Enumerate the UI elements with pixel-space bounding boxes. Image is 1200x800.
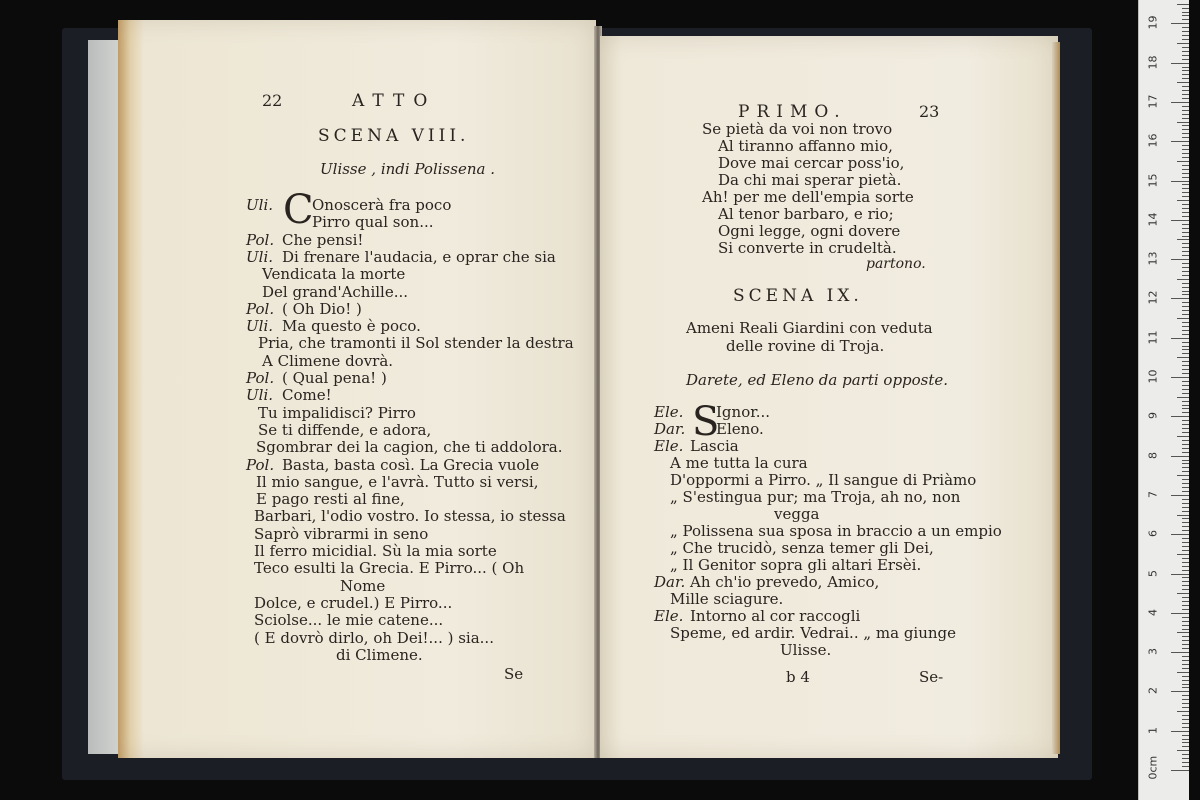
ruler-tick — [1171, 770, 1189, 771]
ruler-tick — [1177, 82, 1189, 83]
ruler-tick — [1182, 597, 1189, 598]
dialogue-line: Saprò vibrarmi in seno — [254, 524, 429, 543]
dialogue-line: Il mio sangue, e l'avrà. Tutto si versi, — [256, 472, 539, 491]
ruler-tick — [1177, 357, 1189, 358]
ruler-tick — [1182, 192, 1189, 193]
ruler-tick — [1182, 621, 1189, 622]
ruler-tick — [1182, 432, 1189, 433]
ruler-tick — [1182, 149, 1189, 150]
dialogue-line: „ S'estingua pur; ma Troja, ah no, non — [670, 488, 961, 506]
dialogue-line: Eleno. — [716, 420, 764, 438]
aria-line: Si converte in crudeltà. — [718, 239, 897, 257]
aria-line: Ogni legge, ogni dovere — [718, 222, 901, 240]
ruler-tick — [1182, 224, 1189, 225]
speaker-label: Pol. — [246, 455, 275, 474]
speaker-label: Uli. — [246, 386, 274, 405]
ruler-tick — [1182, 695, 1189, 696]
ruler-number: 1 — [1146, 726, 1160, 734]
ruler-tick — [1182, 78, 1189, 79]
ruler-tick — [1171, 731, 1189, 732]
dialogue-line: „ Che trucidò, senza temer gli Dei, — [670, 539, 934, 557]
dialogue-line: di Climene. — [336, 645, 423, 664]
ruler-number: 14 — [1146, 212, 1160, 227]
ruler-tick — [1182, 401, 1189, 402]
ruler-tick — [1182, 129, 1189, 130]
ruler-tick — [1182, 310, 1189, 311]
ruler-tick — [1182, 243, 1189, 244]
ruler-tick — [1182, 589, 1189, 590]
ruler-tick — [1182, 664, 1189, 665]
ruler-tick — [1182, 334, 1189, 335]
ruler-tick — [1182, 542, 1189, 543]
ruler-tick — [1182, 365, 1189, 366]
ruler-tick — [1171, 613, 1189, 614]
ruler-tick — [1182, 55, 1189, 56]
ruler-tick — [1182, 157, 1189, 158]
speaker-label: Ele. — [654, 437, 684, 455]
dialogue-line: Se ti diffende, e adora, — [258, 420, 432, 439]
ruler-tick — [1182, 70, 1189, 71]
ruler-number: 12 — [1146, 290, 1160, 305]
ruler-tick — [1182, 566, 1189, 567]
left-drop-cap: C — [283, 187, 314, 233]
ruler-tick — [1182, 684, 1189, 685]
ruler-tick — [1177, 397, 1189, 398]
ruler-tick — [1182, 393, 1189, 394]
ruler-number: 15 — [1146, 173, 1160, 187]
ruler-tick — [1182, 609, 1189, 610]
ruler-tick — [1171, 495, 1189, 496]
ruler-tick — [1182, 349, 1189, 350]
ruler-tick — [1182, 723, 1189, 724]
speaker-label: Dar. — [654, 420, 686, 438]
signature-mark: b 4 — [786, 668, 810, 686]
ruler-number: 6 — [1146, 530, 1160, 538]
ruler-tick — [1171, 181, 1189, 182]
ruler-tick — [1182, 385, 1189, 386]
ruler-tick — [1182, 452, 1189, 453]
ruler-tick — [1182, 656, 1189, 657]
ruler-tick — [1182, 114, 1189, 115]
ruler-tick — [1171, 574, 1189, 575]
dialogue-line: Il ferro micidial. Sù la mia sorte — [254, 542, 497, 560]
ruler-tick — [1182, 739, 1189, 740]
ruler-tick — [1182, 676, 1189, 677]
ruler-tick — [1182, 511, 1189, 512]
ruler-tick — [1171, 298, 1189, 299]
dialogue-line: A Climene dovrà. — [262, 351, 394, 370]
ruler-tick — [1182, 216, 1189, 217]
ruler-tick — [1182, 291, 1189, 292]
ruler-tick — [1182, 74, 1189, 75]
ruler-tick — [1182, 263, 1189, 264]
right-running-head: PRIMO. — [738, 102, 847, 122]
ruler-tick — [1182, 715, 1189, 716]
ruler-tick — [1182, 581, 1189, 582]
ruler-tick — [1182, 86, 1189, 87]
ruler-tick — [1177, 239, 1189, 240]
ruler-tick — [1182, 287, 1189, 288]
ruler-tick — [1182, 267, 1189, 268]
speaker-label: Ele. — [654, 607, 684, 625]
ruler-tick — [1171, 416, 1189, 417]
ruler-tick — [1182, 153, 1189, 154]
ruler-tick — [1182, 212, 1189, 213]
ruler-tick — [1182, 275, 1189, 276]
ruler-tick — [1182, 424, 1189, 425]
ruler-tick — [1182, 499, 1189, 500]
ruler-tick — [1182, 625, 1189, 626]
ruler-tick — [1182, 389, 1189, 390]
ruler-tick — [1182, 405, 1189, 406]
ruler-tick — [1182, 59, 1189, 60]
ruler-tick — [1182, 668, 1189, 669]
ruler-tick — [1182, 703, 1189, 704]
ruler-tick — [1182, 660, 1189, 661]
ruler-tick — [1182, 369, 1189, 370]
ruler-number: 0cm — [1146, 755, 1160, 780]
dialogue-line: Sciolse... le mie catene... — [254, 611, 444, 630]
scene-9-title: SCENA IX. — [733, 286, 863, 306]
ruler-tick — [1182, 322, 1189, 323]
dialogue-line: „ Il Genitor sopra gli altari Ersèi. — [670, 556, 922, 574]
ruler-tick — [1182, 530, 1189, 531]
dialogue-line: Ulisse. — [780, 641, 832, 659]
ruler-tick — [1182, 601, 1189, 602]
ruler-tick — [1171, 652, 1189, 653]
ruler-tick — [1182, 762, 1189, 763]
ruler-tick — [1182, 550, 1189, 551]
ruler-tick — [1171, 63, 1189, 64]
ruler-tick — [1182, 727, 1189, 728]
ruler-tick — [1182, 518, 1189, 519]
ruler-tick — [1182, 302, 1189, 303]
ruler-tick — [1177, 318, 1189, 319]
ruler-tick — [1182, 460, 1189, 461]
ruler-tick — [1182, 585, 1189, 586]
dialogue-line: ( Oh Dio! ) — [282, 299, 362, 318]
ruler-tick — [1182, 629, 1189, 630]
ruler-tick — [1182, 644, 1189, 645]
dialogue-line: Ignor... — [716, 403, 771, 421]
ruler-number: 13 — [1146, 251, 1160, 266]
right-drop-cap: S — [692, 399, 720, 445]
dialogue-line: Mille sciagure. — [670, 590, 784, 608]
ruler-tick — [1182, 503, 1189, 504]
ruler-tick — [1182, 342, 1189, 343]
page-edge — [1052, 42, 1060, 754]
ruler-tick — [1182, 546, 1189, 547]
ruler-number: 4 — [1146, 608, 1160, 616]
dialogue-line: Nome — [340, 576, 386, 595]
ruler-tick — [1177, 161, 1189, 162]
dialogue-line: Onoscerà fra poco — [312, 196, 452, 214]
ruler-tick — [1182, 483, 1189, 484]
ruler-tick — [1182, 27, 1189, 28]
ruler-tick — [1177, 515, 1189, 516]
ruler-tick — [1182, 687, 1189, 688]
ruler-tick — [1182, 236, 1189, 237]
speaker-label: Pol. — [246, 369, 275, 387]
ruler-tick — [1171, 534, 1189, 535]
ruler-tick — [1182, 361, 1189, 362]
dialogue-line: Teco esulti la Grecia. E Pirro... ( Oh — [254, 559, 525, 578]
ruler-tick — [1182, 228, 1189, 229]
ruler-tick — [1182, 605, 1189, 606]
dialogue-line: „ Polissena sua sposa in braccio a un empio — [670, 522, 1002, 540]
ruler-tick — [1171, 377, 1189, 378]
ruler-tick — [1182, 188, 1189, 189]
ruler-tick — [1182, 204, 1189, 205]
ruler-tick — [1182, 522, 1189, 523]
ruler-tick — [1171, 259, 1189, 260]
ruler-tick — [1182, 558, 1189, 559]
speaker-label: Pol. — [246, 299, 275, 318]
ruler-tick — [1182, 463, 1189, 464]
ruler-tick — [1182, 125, 1189, 126]
ruler-tick — [1182, 680, 1189, 681]
ruler-tick — [1182, 577, 1189, 578]
ruler-tick — [1182, 15, 1189, 16]
scene-9-characters: Darete, ed Eleno da parti opposte. — [686, 371, 949, 389]
dialogue-line: vegga — [774, 505, 820, 523]
dialogue-line: Basta, basta così. La Grecia vuole — [282, 455, 540, 474]
dialogue-line: Sgombrar dei la cagion, che ti addolora. — [256, 438, 563, 457]
ruler-tick — [1177, 43, 1189, 44]
ruler-tick — [1177, 711, 1189, 712]
ruler-tick — [1182, 487, 1189, 488]
ruler-tick — [1182, 746, 1189, 747]
ruler-tick — [1182, 184, 1189, 185]
dialogue-line: Ma questo è poco. — [282, 317, 421, 336]
dialogue-line: Pirro qual son... — [312, 213, 434, 232]
dialogue-line: Ah ch'io prevedo, Amico, — [690, 573, 880, 591]
ruler-tick — [1182, 39, 1189, 40]
ruler-tick — [1182, 538, 1189, 539]
ruler-tick — [1182, 467, 1189, 468]
aria-line: Dove mai cercar poss'io, — [718, 154, 905, 172]
ruler-tick — [1182, 326, 1189, 327]
ruler-tick — [1171, 141, 1189, 142]
ruler-tick — [1171, 220, 1189, 221]
ruler-tick — [1182, 145, 1189, 146]
ruler-tick — [1182, 19, 1189, 20]
scene-9-setting-line-1: Ameni Reali Giardini con veduta — [686, 319, 933, 337]
ruler-tick — [1177, 475, 1189, 476]
ruler-tick — [1182, 169, 1189, 170]
ruler-tick — [1182, 35, 1189, 36]
ruler-tick — [1182, 208, 1189, 209]
ruler-tick — [1182, 699, 1189, 700]
ruler-tick — [1182, 381, 1189, 382]
ruler-tick — [1182, 255, 1189, 256]
ruler-number: 2 — [1146, 687, 1160, 695]
dialogue-line: Come! — [282, 386, 332, 405]
ruler-tick — [1182, 707, 1189, 708]
ruler-tick — [1182, 196, 1189, 197]
ruler-number: 16 — [1146, 133, 1160, 148]
ruler-tick — [1177, 554, 1189, 555]
dialogue-line: Lascia — [690, 437, 739, 455]
ruler-tick — [1182, 373, 1189, 374]
ruler-tick — [1182, 648, 1189, 649]
ruler-tick — [1182, 94, 1189, 95]
ruler-tick — [1182, 766, 1189, 767]
ruler-tick — [1182, 90, 1189, 91]
ruler-tick — [1177, 4, 1189, 5]
aria-line: Al tiranno affanno mio, — [718, 137, 893, 155]
ruler-tick — [1182, 353, 1189, 354]
ruler-tick — [1182, 617, 1189, 618]
ruler-tick — [1182, 735, 1189, 736]
ruler-tick — [1182, 754, 1189, 755]
dialogue-line: D'oppormi a Pirro. „ Il sangue di Priàmo — [670, 471, 977, 489]
ruler-tick — [1177, 279, 1189, 280]
dialogue-line: E pago resti al fine, — [256, 490, 405, 509]
aria-line: Ah! per me dell'empia sorte — [702, 188, 914, 206]
ruler-tick — [1182, 491, 1189, 492]
ruler-tick — [1182, 173, 1189, 174]
aria-line: Se pietà da voi non trovo — [702, 120, 893, 138]
ruler-tick — [1177, 672, 1189, 673]
ruler-tick — [1182, 271, 1189, 272]
ruler-number: 17 — [1146, 94, 1160, 109]
ruler-tick — [1182, 118, 1189, 119]
scene-8-title: SCENA VIII. — [318, 126, 470, 146]
ruler-tick — [1182, 232, 1189, 233]
ruler-tick — [1182, 412, 1189, 413]
measuring-ruler — [1138, 0, 1189, 800]
ruler-tick — [1182, 137, 1189, 138]
ruler-tick — [1182, 314, 1189, 315]
ruler-tick — [1182, 507, 1189, 508]
ruler-number: 19 — [1146, 15, 1160, 30]
ruler-tick — [1177, 750, 1189, 751]
left-catchword: Se — [504, 665, 524, 683]
ruler-tick — [1182, 408, 1189, 409]
ruler-number: 5 — [1146, 569, 1160, 577]
ruler-tick — [1171, 338, 1189, 339]
ruler-tick — [1182, 12, 1189, 13]
ruler-tick — [1177, 436, 1189, 437]
ruler-tick — [1182, 719, 1189, 720]
ruler-tick — [1182, 526, 1189, 527]
ruler-tick — [1182, 283, 1189, 284]
ruler-tick — [1182, 471, 1189, 472]
ruler-tick — [1177, 122, 1189, 123]
ruler-tick — [1182, 420, 1189, 421]
ruler-tick — [1171, 691, 1189, 692]
aria-line: Al tenor barbaro, e rio; — [718, 205, 894, 223]
ruler-tick — [1182, 742, 1189, 743]
right-catchword: Se- — [919, 668, 944, 686]
speaker-label: Uli. — [246, 196, 274, 214]
ruler-tick — [1182, 636, 1189, 637]
ruler-tick — [1182, 562, 1189, 563]
ruler-tick — [1182, 330, 1189, 331]
ruler-number: 18 — [1146, 55, 1160, 70]
ruler-tick — [1171, 456, 1189, 457]
left-page-number: 22 — [262, 91, 283, 110]
ruler-tick — [1182, 51, 1189, 52]
aria-line: Da chi mai sperar pietà. — [718, 171, 902, 189]
speaker-label: Dar. — [654, 573, 686, 591]
ruler-tick — [1182, 8, 1189, 9]
ruler-number: 8 — [1146, 451, 1160, 459]
ruler-tick — [1182, 133, 1189, 134]
ruler-tick — [1182, 640, 1189, 641]
ruler-number: 3 — [1146, 648, 1160, 656]
ruler-tick — [1182, 479, 1189, 480]
dialogue-line: Speme, ed ardir. Vedrai.. „ ma giunge — [670, 624, 957, 642]
ruler-tick — [1171, 102, 1189, 103]
dialogue-line: Di frenare l'audacia, e oprar che sia — [282, 247, 556, 266]
dialogue-line: Tu impalidisci? Pirro — [258, 403, 416, 422]
dialogue-line: Vendicata la morte — [262, 265, 406, 284]
ruler-tick — [1182, 448, 1189, 449]
scene-9-setting-line-2: delle rovine di Troja. — [726, 337, 885, 355]
ruler-tick — [1182, 346, 1189, 347]
dialogue-line: ( Qual pena! ) — [282, 369, 387, 387]
ruler-tick — [1182, 294, 1189, 295]
speaker-label: Pol. — [246, 230, 275, 249]
speaker-label: Uli. — [246, 317, 274, 336]
scene-8-characters: Ulisse , indi Polissena . — [320, 160, 495, 178]
ruler-tick — [1182, 251, 1189, 252]
dialogue-line: Del grand'Achille... — [262, 282, 409, 301]
ruler-tick — [1182, 165, 1189, 166]
ruler-tick — [1177, 593, 1189, 594]
speaker-label: Uli. — [246, 247, 274, 266]
dialogue-line: Che pensi! — [282, 230, 364, 249]
dialogue-line: ( E dovrò dirlo, oh Dei!... ) sia... — [254, 628, 494, 647]
ruler-number: 7 — [1146, 490, 1160, 498]
ruler-tick — [1182, 306, 1189, 307]
dialogue-line: A me tutta la cura — [670, 454, 808, 472]
ruler-tick — [1182, 67, 1189, 68]
dialogue-line: Pria, che tramonti il Sol stender la destra — [258, 334, 574, 353]
ruler-number: 11 — [1146, 330, 1160, 345]
ruler-tick — [1182, 98, 1189, 99]
dialogue-line: Intorno al cor raccogli — [690, 607, 861, 625]
ruler-tick — [1182, 31, 1189, 32]
ruler-tick — [1182, 758, 1189, 759]
left-running-head: ATTO — [352, 91, 437, 111]
ruler-number: 10 — [1146, 369, 1160, 384]
ruler-tick — [1177, 200, 1189, 201]
dialogue-line: Barbari, l'odio vostro. Io stessa, io stessa — [254, 507, 566, 526]
ruler-tick — [1182, 570, 1189, 571]
ruler-tick — [1182, 47, 1189, 48]
ruler-tick — [1177, 632, 1189, 633]
right-page-number: 23 — [919, 102, 940, 121]
dialogue-line: Dolce, e crudel.) E Pirro... — [254, 593, 453, 612]
ruler-tick — [1182, 444, 1189, 445]
ruler-tick — [1182, 428, 1189, 429]
ruler-tick — [1182, 106, 1189, 107]
ruler-number: 9 — [1146, 412, 1160, 420]
exit-direction: partono. — [866, 256, 926, 272]
ruler-tick — [1182, 177, 1189, 178]
ruler-tick — [1182, 110, 1189, 111]
ruler-tick — [1182, 247, 1189, 248]
speaker-label: Ele. — [654, 403, 684, 421]
ruler-tick — [1182, 440, 1189, 441]
ruler-tick — [1171, 23, 1189, 24]
